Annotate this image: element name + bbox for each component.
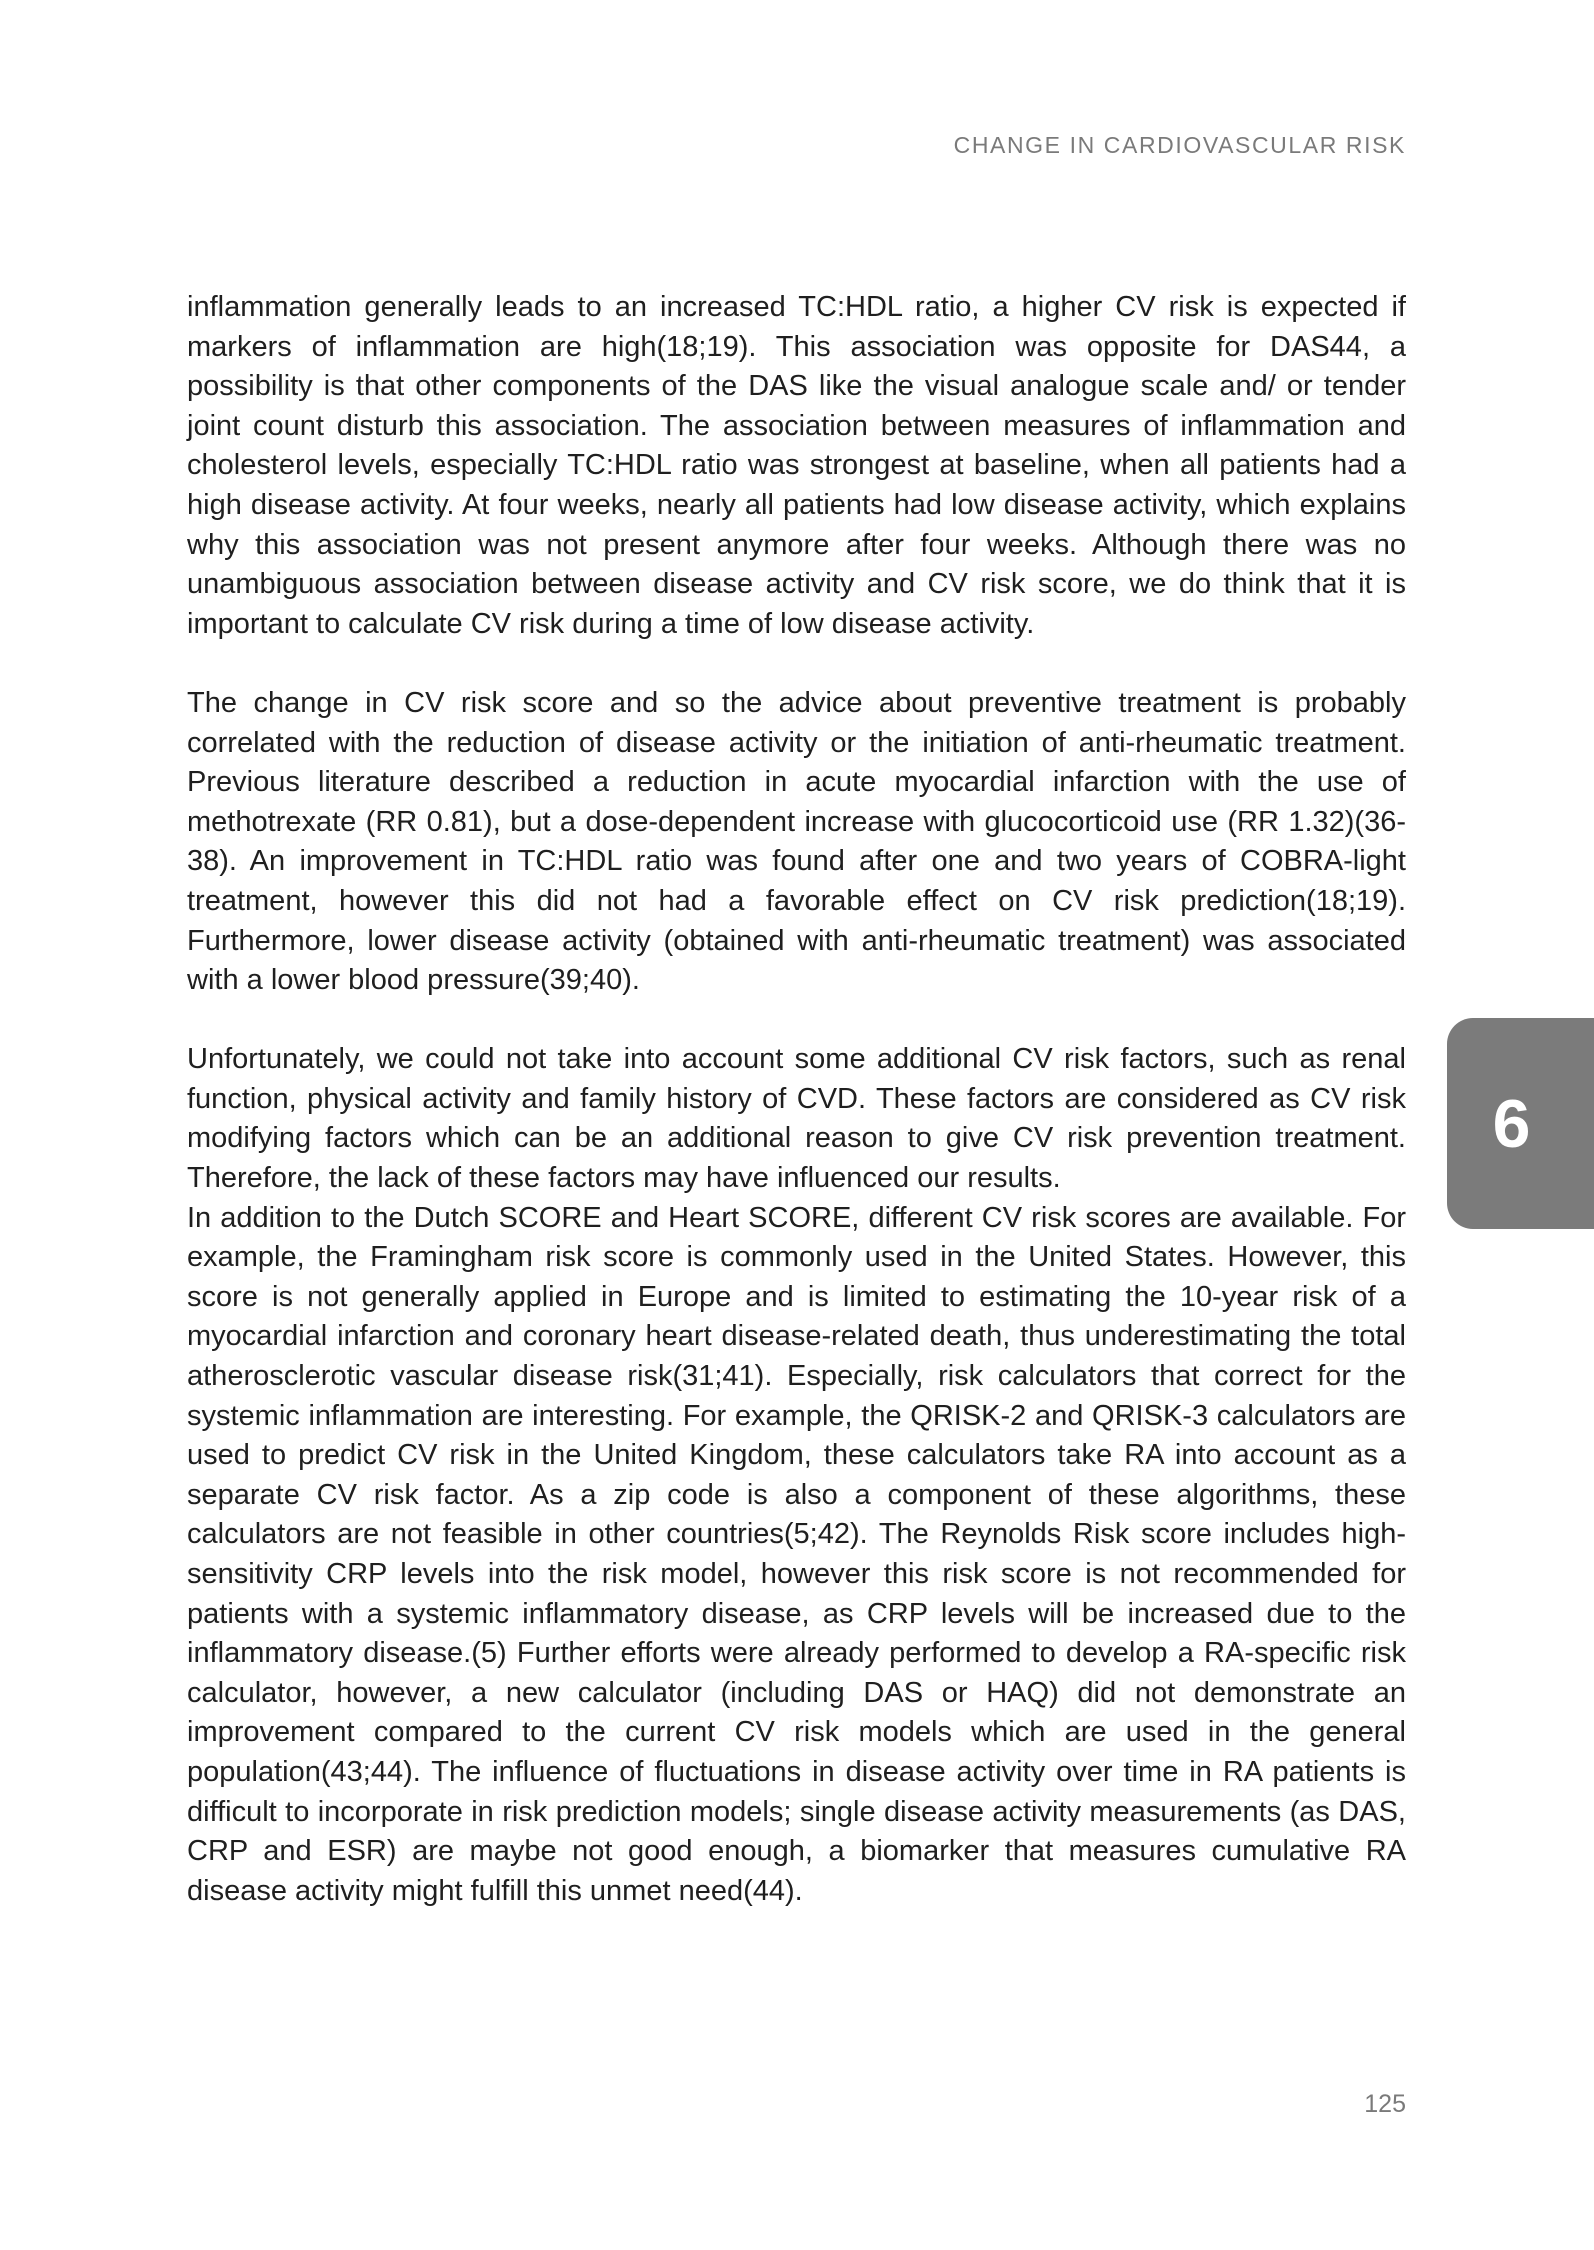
paragraph-inflammation: inflammation generally leads to an increased TC:HDL ratio, a higher CV risk is expected if markers of inflammation are high(18;19). This association was opposite for DAS44, a possibility is that other components of the DAS like the visual analogue scale and/ or tender joint count disturb this association. The association between measures of inflammation and cholesterol levels, especially TC:HDL ratio was strongest at baseline, when all patients had a high disease activity. At four weeks, nearly all patients had low disease activity, which explains why this association was not present anymore after four weeks. Although there was no unambiguous association between disease activity and CV risk score, we do think that it is important to calculate CV risk during a time of low disease activity. [187,291,1406,640]
paragraph-risk-scores: In addition to the Dutch SCORE and Heart SCORE, different CV risk scores are available. For example, the Framingham risk score is commonly used in the United States. However, this score is not generally applied in Europe and is limited to estimating the 10-year risk of a myocardial infarction and coronary heart disease-related death, thus underestimating the total atherosclerotic vascular disease risk(31;41). Especially, risk calculators that correct for the systemic inflammation are interesting. For example, the QRISK-2 and QRISK-3 calculators are used to predict CV risk in the United Kingdom, these calculators take RA into account as a separate CV risk factor. As a zip code is also a component of these algorithms, these calculators are not feasible in other countries(5;42). The Reynolds Risk score includes high-sensitivity CRP levels into the risk model, however this risk score is not recommended for patients with a systemic inflammatory disease, as CRP levels will be increased due to the inflammatory disease.(5) Further efforts were already performed to develop a RA-specific risk calculator, however, a new calculator (including DAS or HAQ) did not demonstrate an improvement compared to the current CV risk models which are used in the general population(43;44). The influence of fluctuations in disease activity over time in RA patients is difficult to incorporate in risk prediction models; single disease activity measurements (as DAS, CRP and ESR) are maybe not good enough, a biomarker that measures cumulative RA disease activity might fulfill this unmet need(44). [187,1201,1406,1907]
page-number: 125 [1364,2090,1406,2118]
chapter-number: 6 [1492,1085,1531,1162]
paragraph-limitations: Unfortunately, we could not take into account some additional CV risk factors, such as renal function, physical activity and family history of CVD. These factors are considered as CV risk modifying factors which can be an additional reason to give CV risk prevention treatment. Therefore, the lack of these factors may have influenced our results. [187,1043,1406,1195]
running-header: CHANGE IN CARDIOVASCULAR RISK [953,132,1406,158]
paragraph-cv-risk-change: The change in CV risk score and so the advice about preventive treatment is probably correlated with the reduction of disease activity or the initiation of anti-rheumatic treatment. Previous literature described a reduction in acute myocardial infarction with the use of methotrexate (RR 0.81), but a dose-dependent increase with glucocorticoid use (RR 1.32)(36-38). An improvement in TC:HDL ratio was found after one and two years of COBRA-light treatment, however this did not had a favorable effect on CV risk prediction(18;19). Furthermore, lower disease activity (obtained with anti-rheumatic treatment) was associated with a lower blood pressure(39;40). [187,686,1406,997]
body-text [187,288,1406,1911]
chapter-tab [1447,1018,1594,1229]
